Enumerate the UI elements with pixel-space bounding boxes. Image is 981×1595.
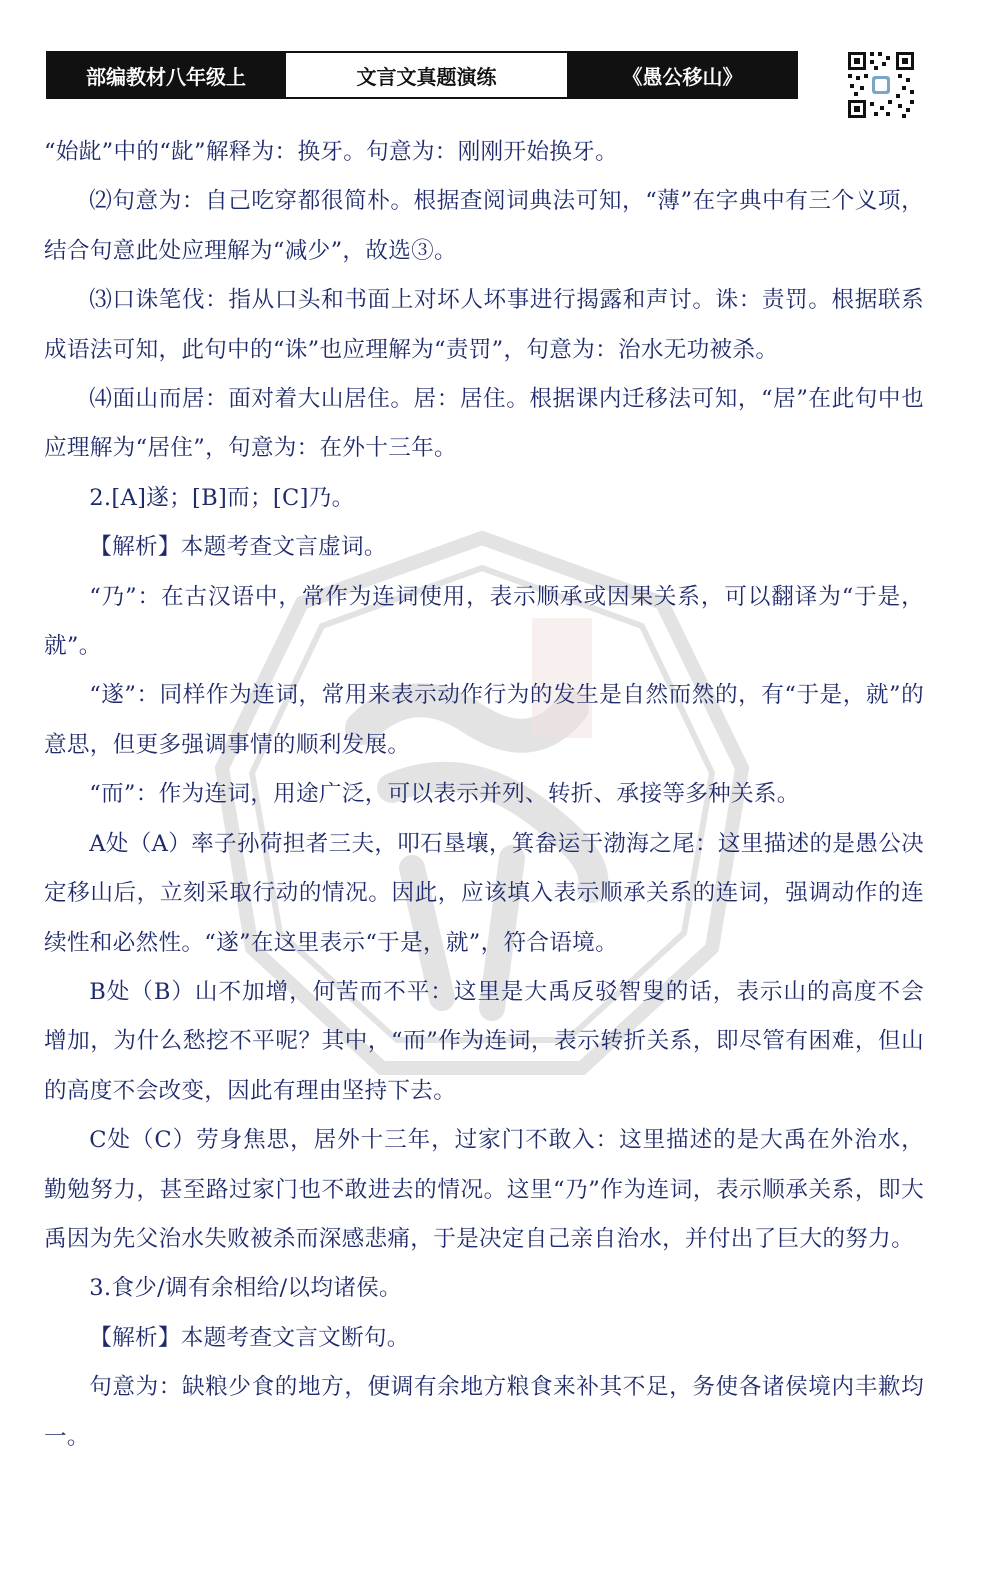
paragraph-6: 【解析】本题考查文言虚词。 (89, 534, 387, 561)
paragraph-7: “乃”：在古汉语中，常作为连词使用，表示顺承或因果关系，可以翻译为“于是，就”。 (44, 583, 924, 660)
paragraph-11: B处（B）山不加增，何苦而不平：这里是大禹反驳智叟的话，表示山的高度不会增加，为什么愁挖不平呢？其中，“而”作为连词，表示转折关系，即尽管有困难，但山的高度不会改变，因此有理由坚持下去。 (44, 978, 924, 1104)
header-lesson-title: 《愚公移山》 (569, 53, 796, 97)
paragraph-4: ⑷面山而居：面对着大山居住。居：居住。根据课内迁移法可知，“居”在此句中也应理解为“居住”，句意为：在外十三年。 (44, 386, 924, 462)
paragraph-13: 3.食少/调有余相给/以均诸侯。 (89, 1275, 402, 1302)
paragraph-5: 2.[A]遂；[B]而；[C]乃。 (89, 484, 355, 511)
paragraph-14: 【解析】本题考查文言文断句。 (89, 1324, 410, 1351)
paragraph-1: “始龀”中的“龀”解释为：换牙。句意为：刚刚开始换牙。 (44, 139, 618, 165)
header-textbook-label: 部编教材八年级上 (48, 53, 284, 97)
paragraph-10: A处（A）率子孙荷担者三夫，叩石垦壤，箕畚运于渤海之尾：这里描述的是愚公决定移山后，立刻采取行动的情况。因此，应该填入表示顺承关系的连词，强调动作的连续性和必然性。“遂”在这里表示“于是，就”，符合语境。 (44, 830, 924, 956)
paragraph-3: ⑶口诛笔伐：指从口头和书面上对坏人坏事进行揭露和声讨。诛：责罚。根据联系成语法可知，此句中的“诛”也应理解为“责罚”，句意为：治水无功被杀。 (44, 287, 924, 363)
paragraph-2: ⑵句意为：自己吃穿都很简朴。根据查阅词典法可知，“薄”在字典中有三个义项，结合句意此处应理解为“减少”，故选③。 (44, 188, 924, 264)
header-section-title: 文言文真题演练 (284, 53, 569, 97)
qr-code-icon (846, 50, 916, 120)
paragraph-15: 句意为：缺粮少食的地方，便调有余地方粮食来补其不足，务使各诸侯境内丰歉均一。 (44, 1374, 924, 1450)
paragraph-9: “而”：作为连词，用途广泛，可以表示并列、转折、承接等多种关系。 (89, 781, 800, 808)
paragraph-12: C处（C）劳身焦思，居外十三年，过家门不敢入：这里描述的是大禹在外治水，勤勉努力，甚至路过家门也不敢进去的情况。这里“乃”作为连词，表示顺承关系，即大禹因为先父治水失败被杀而深感悲痛，于是决定自己亲自治水，并付出了巨大的努力。 (44, 1127, 924, 1252)
page-header (46, 51, 798, 99)
paragraph-8: “遂”：同样作为连词，常用来表示动作行为的发生是自然而然的，有“于是，就”的意思，但更多强调事情的顺利发展。 (44, 682, 924, 758)
answer-content (44, 128, 924, 1462)
